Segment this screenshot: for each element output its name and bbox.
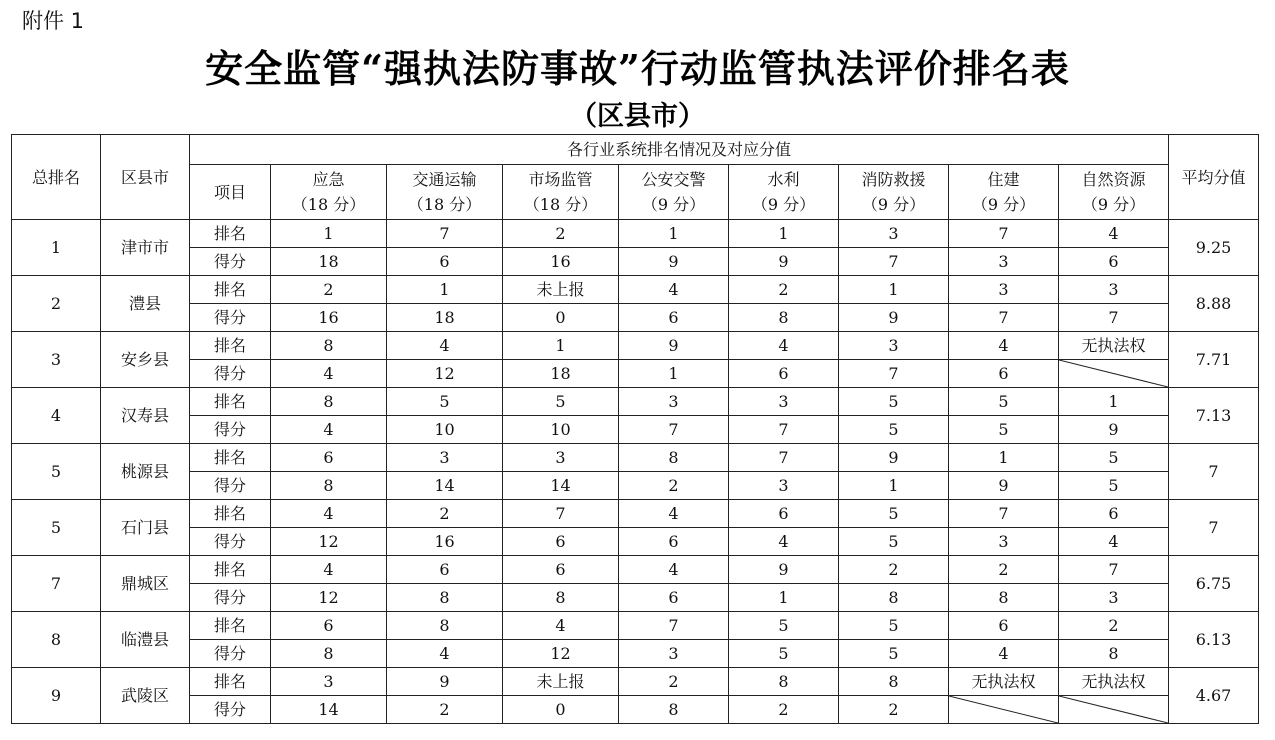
- table-row: [12, 332, 1259, 360]
- rank-cell: 3: [503, 444, 619, 472]
- rank-cell: 9: [619, 332, 729, 360]
- rank-cell: 3: [839, 332, 949, 360]
- score-cell: 3: [1059, 584, 1169, 612]
- rank-cell: 4: [271, 556, 387, 584]
- header-dept-1: [387, 165, 503, 220]
- overall-rank-cell: 5: [12, 444, 101, 500]
- rank-cell: 1: [949, 444, 1059, 472]
- score-cell: 8: [271, 472, 387, 500]
- score-cell: 16: [271, 304, 387, 332]
- average-cell: 8.88: [1169, 276, 1259, 332]
- diagonal-line-icon: [1059, 696, 1168, 723]
- rank-label: 排名: [190, 220, 271, 248]
- rank-cell: 6: [1059, 500, 1169, 528]
- district-cell: 鼎城区: [101, 556, 190, 612]
- score-cell: 3: [949, 528, 1059, 556]
- header-dept-points: （9 分）: [641, 195, 706, 214]
- score-cell: 1: [839, 472, 949, 500]
- rank-cell: 9: [839, 444, 949, 472]
- header-group: 各行业系统排名情况及对应分值: [190, 135, 1169, 165]
- rank-cell: 1: [839, 276, 949, 304]
- score-cell: 12: [503, 640, 619, 668]
- score-cell: 9: [729, 248, 839, 276]
- score-cell: 8: [1059, 640, 1169, 668]
- score-cell: 5: [839, 640, 949, 668]
- average-cell: 6.75: [1169, 556, 1259, 612]
- rank-cell: 6: [387, 556, 503, 584]
- score-cell: 18: [387, 304, 503, 332]
- rank-cell: 5: [839, 388, 949, 416]
- header-dept-points: （18 分）: [291, 195, 366, 214]
- rank-cell: 无执法权: [1059, 332, 1169, 360]
- score-cell: 4: [1059, 528, 1169, 556]
- average-cell: 7: [1169, 444, 1259, 500]
- rank-label: 排名: [190, 668, 271, 696]
- score-cell: 18: [271, 248, 387, 276]
- rank-label: 排名: [190, 276, 271, 304]
- score-cell: 10: [503, 416, 619, 444]
- attachment-label: 附件 1: [22, 9, 85, 33]
- rank-cell: 2: [271, 276, 387, 304]
- score-cell: 5: [1059, 472, 1169, 500]
- score-cell: 14: [387, 472, 503, 500]
- rank-cell: 2: [503, 220, 619, 248]
- score-cell: 7: [619, 416, 729, 444]
- score-cell: 3: [729, 472, 839, 500]
- average-cell: 4.67: [1169, 668, 1259, 724]
- score-cell: 4: [271, 416, 387, 444]
- overall-rank-cell: 9: [12, 668, 101, 724]
- table-row: [12, 220, 1259, 248]
- header-dept-3: [619, 165, 729, 220]
- header-dept-7: [1059, 165, 1169, 220]
- score-cell: 16: [503, 248, 619, 276]
- rank-label: 排名: [190, 500, 271, 528]
- table-row: [12, 640, 1259, 668]
- rank-cell: 7: [1059, 556, 1169, 584]
- rank-cell: 6: [271, 444, 387, 472]
- score-cell: 14: [271, 696, 387, 724]
- header-dept-name: 消防救援: [861, 170, 926, 189]
- header-dept-name: 公安交警: [641, 170, 706, 189]
- header-row-2: [12, 165, 1259, 220]
- page-title: 安全监管“强执法防事故”行动监管执法评价排名表: [205, 46, 1070, 91]
- score-cell: 2: [839, 696, 949, 724]
- header-dept-0: [271, 165, 387, 220]
- rank-cell: 2: [387, 500, 503, 528]
- score-cell: 6: [619, 304, 729, 332]
- score-cell: 12: [387, 360, 503, 388]
- header-dept-name: 水利: [767, 170, 800, 189]
- score-cell: 5: [839, 416, 949, 444]
- score-cell: 6: [949, 360, 1059, 388]
- rank-cell: 7: [619, 612, 729, 640]
- table-row: [12, 556, 1259, 584]
- rank-cell: 1: [271, 220, 387, 248]
- score-cell: 8: [387, 584, 503, 612]
- table-row: [12, 276, 1259, 304]
- table-row: [12, 472, 1259, 500]
- header-dept-points: （9 分）: [971, 195, 1036, 214]
- score-cell: 9: [1059, 416, 1169, 444]
- overall-rank-cell: 4: [12, 388, 101, 444]
- empty-cell: [1059, 696, 1169, 724]
- score-cell: 2: [387, 696, 503, 724]
- rank-cell: 3: [949, 276, 1059, 304]
- table-row: [12, 388, 1259, 416]
- score-cell: 6: [729, 360, 839, 388]
- score-label: 得分: [190, 640, 271, 668]
- rank-cell: 8: [619, 444, 729, 472]
- score-cell: 5: [729, 640, 839, 668]
- table-row: [12, 304, 1259, 332]
- score-cell: 4: [387, 640, 503, 668]
- rank-cell: 3: [839, 220, 949, 248]
- rank-cell: 2: [839, 556, 949, 584]
- score-cell: 4: [271, 360, 387, 388]
- score-label: 得分: [190, 528, 271, 556]
- score-cell: 8: [271, 640, 387, 668]
- rank-cell: 2: [949, 556, 1059, 584]
- score-cell: 10: [387, 416, 503, 444]
- rank-cell: 5: [503, 388, 619, 416]
- rank-cell: 2: [619, 668, 729, 696]
- score-cell: 16: [387, 528, 503, 556]
- rank-cell: 3: [271, 668, 387, 696]
- score-cell: 6: [1059, 248, 1169, 276]
- score-label: 得分: [190, 416, 271, 444]
- score-cell: 9: [949, 472, 1059, 500]
- average-cell: 7.13: [1169, 388, 1259, 444]
- score-cell: 6: [503, 528, 619, 556]
- score-cell: 9: [619, 248, 729, 276]
- page-subtitle: （区县市）: [570, 101, 705, 132]
- score-cell: 0: [503, 304, 619, 332]
- diagonal-line-icon: [949, 696, 1058, 723]
- rank-cell: 8: [839, 668, 949, 696]
- rank-cell: 6: [271, 612, 387, 640]
- rank-label: 排名: [190, 444, 271, 472]
- header-average: 平均分值: [1169, 135, 1259, 220]
- table-row: [12, 696, 1259, 724]
- table-row: [12, 528, 1259, 556]
- overall-rank-cell: 3: [12, 332, 101, 388]
- score-cell: 8: [839, 584, 949, 612]
- rank-cell: 4: [619, 500, 729, 528]
- score-cell: 14: [503, 472, 619, 500]
- header-dept-points: （9 分）: [1081, 195, 1146, 214]
- district-cell: 澧县: [101, 276, 190, 332]
- overall-rank-cell: 1: [12, 220, 101, 276]
- rank-cell: 5: [839, 500, 949, 528]
- district-cell: 安乡县: [101, 332, 190, 388]
- rank-cell: 5: [729, 612, 839, 640]
- rank-cell: 8: [729, 668, 839, 696]
- rank-label: 排名: [190, 556, 271, 584]
- rank-cell: 3: [619, 388, 729, 416]
- score-cell: 7: [949, 304, 1059, 332]
- rank-cell: 1: [729, 220, 839, 248]
- table-row: [12, 500, 1259, 528]
- score-cell: 5: [839, 528, 949, 556]
- table-row: [12, 360, 1259, 388]
- header-dept-points: （18 分）: [523, 195, 598, 214]
- score-cell: 7: [839, 360, 949, 388]
- empty-cell: [1059, 360, 1169, 388]
- score-cell: 1: [729, 584, 839, 612]
- score-cell: 2: [619, 472, 729, 500]
- score-label: 得分: [190, 248, 271, 276]
- rank-cell: 5: [949, 388, 1059, 416]
- rank-cell: 8: [387, 612, 503, 640]
- rank-cell: 6: [949, 612, 1059, 640]
- score-cell: 3: [949, 248, 1059, 276]
- header-dept-4: [729, 165, 839, 220]
- rank-cell: 1: [387, 276, 503, 304]
- rank-cell: 4: [271, 500, 387, 528]
- rank-cell: 未上报: [503, 276, 619, 304]
- rank-cell: 8: [271, 332, 387, 360]
- district-cell: 汉寿县: [101, 388, 190, 444]
- rank-cell: 2: [729, 276, 839, 304]
- score-cell: 3: [619, 640, 729, 668]
- rank-cell: 7: [503, 500, 619, 528]
- score-cell: 8: [949, 584, 1059, 612]
- score-cell: 8: [503, 584, 619, 612]
- header-row-1: [12, 135, 1259, 165]
- table-row: [12, 416, 1259, 444]
- rank-cell: 7: [729, 444, 839, 472]
- header-dept-name: 自然资源: [1081, 170, 1146, 189]
- table-row: [12, 668, 1259, 696]
- district-cell: 石门县: [101, 500, 190, 556]
- header-overall-rank: 总排名: [12, 135, 101, 220]
- rank-cell: 5: [839, 612, 949, 640]
- average-cell: 7: [1169, 500, 1259, 556]
- table-row: [12, 584, 1259, 612]
- score-cell: 2: [729, 696, 839, 724]
- rank-cell: 5: [387, 388, 503, 416]
- score-cell: 6: [619, 528, 729, 556]
- header-dept-name: 应急: [312, 170, 345, 189]
- header-dept-name: 市场监管: [528, 170, 593, 189]
- header-dept-6: [949, 165, 1059, 220]
- score-cell: 0: [503, 696, 619, 724]
- diagonal-line-icon: [1059, 360, 1168, 387]
- rank-cell: 7: [387, 220, 503, 248]
- score-cell: 4: [949, 640, 1059, 668]
- rank-cell: 4: [619, 556, 729, 584]
- rank-cell: 7: [949, 500, 1059, 528]
- score-cell: 5: [949, 416, 1059, 444]
- rank-cell: 未上报: [503, 668, 619, 696]
- rank-cell: 2: [1059, 612, 1169, 640]
- header-dept-points: （18 分）: [407, 195, 482, 214]
- score-cell: 12: [271, 584, 387, 612]
- header-district: 区县市: [101, 135, 190, 220]
- score-cell: 8: [619, 696, 729, 724]
- score-cell: 18: [503, 360, 619, 388]
- rank-cell: 8: [271, 388, 387, 416]
- header-item: 项目: [190, 165, 271, 220]
- score-label: 得分: [190, 304, 271, 332]
- rank-cell: 4: [1059, 220, 1169, 248]
- rank-cell: 6: [503, 556, 619, 584]
- average-cell: 6.13: [1169, 612, 1259, 668]
- score-cell: 7: [1059, 304, 1169, 332]
- rank-cell: 4: [619, 276, 729, 304]
- score-cell: 4: [729, 528, 839, 556]
- district-cell: 桃源县: [101, 444, 190, 500]
- rank-cell: 3: [729, 388, 839, 416]
- rank-cell: 无执法权: [949, 668, 1059, 696]
- rank-cell: 7: [949, 220, 1059, 248]
- table-row: [12, 612, 1259, 640]
- score-cell: 6: [619, 584, 729, 612]
- average-cell: 7.71: [1169, 332, 1259, 388]
- ranking-table-body: [12, 135, 1259, 724]
- score-cell: 1: [619, 360, 729, 388]
- district-cell: 津市市: [101, 220, 190, 276]
- score-label: 得分: [190, 360, 271, 388]
- rank-cell: 5: [1059, 444, 1169, 472]
- overall-rank-cell: 8: [12, 612, 101, 668]
- score-label: 得分: [190, 472, 271, 500]
- header-dept-name: 住建: [987, 170, 1020, 189]
- overall-rank-cell: 2: [12, 276, 101, 332]
- rank-cell: 6: [729, 500, 839, 528]
- rank-cell: 3: [1059, 276, 1169, 304]
- score-cell: 6: [387, 248, 503, 276]
- rank-label: 排名: [190, 388, 271, 416]
- rank-label: 排名: [190, 332, 271, 360]
- rank-cell: 无执法权: [1059, 668, 1169, 696]
- score-cell: 7: [839, 248, 949, 276]
- district-cell: 武陵区: [101, 668, 190, 724]
- score-label: 得分: [190, 696, 271, 724]
- header-dept-name: 交通运输: [412, 170, 477, 189]
- score-label: 得分: [190, 584, 271, 612]
- rank-cell: 4: [949, 332, 1059, 360]
- rank-cell: 4: [503, 612, 619, 640]
- rank-cell: 4: [387, 332, 503, 360]
- overall-rank-cell: 5: [12, 500, 101, 556]
- rank-cell: 9: [729, 556, 839, 584]
- rank-cell: 1: [1059, 388, 1169, 416]
- average-cell: 9.25: [1169, 220, 1259, 276]
- rank-cell: 4: [729, 332, 839, 360]
- rank-label: 排名: [190, 612, 271, 640]
- header-dept-2: [503, 165, 619, 220]
- empty-cell: [949, 696, 1059, 724]
- rank-cell: 1: [503, 332, 619, 360]
- header-dept-points: （9 分）: [861, 195, 926, 214]
- header-dept-5: [839, 165, 949, 220]
- district-cell: 临澧县: [101, 612, 190, 668]
- header-dept-points: （9 分）: [751, 195, 816, 214]
- ranking-table: [11, 134, 1259, 724]
- overall-rank-cell: 7: [12, 556, 101, 612]
- rank-cell: 9: [387, 668, 503, 696]
- table-row: [12, 248, 1259, 276]
- rank-cell: 3: [387, 444, 503, 472]
- score-cell: 12: [271, 528, 387, 556]
- rank-cell: 1: [619, 220, 729, 248]
- score-cell: 7: [729, 416, 839, 444]
- score-cell: 8: [729, 304, 839, 332]
- table-row: [12, 444, 1259, 472]
- score-cell: 9: [839, 304, 949, 332]
